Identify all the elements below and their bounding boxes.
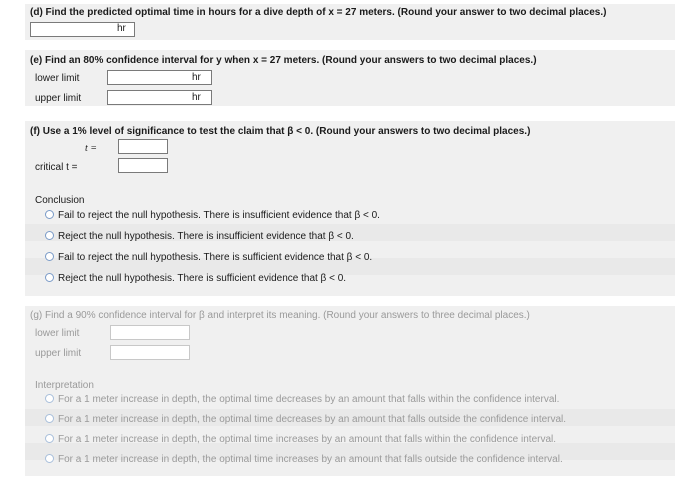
critical-t-label: critical t = [35, 162, 78, 173]
option-text: Reject the null hypothesis. There is sufficient evidence that β < 0. [58, 273, 347, 284]
radio-button-icon[interactable] [45, 434, 54, 443]
upper-limit-label: upper limit [35, 348, 82, 359]
conclusion-option-1[interactable] [45, 210, 380, 221]
t-statistic-input[interactable] [118, 139, 168, 154]
critical-t-input[interactable] [118, 158, 168, 173]
t-label [85, 143, 97, 154]
part-d-section [25, 4, 675, 40]
interpretation-option-1[interactable] [45, 394, 559, 405]
option-text: Reject the null hypothesis. There is insufficient evidence that β < 0. [58, 231, 354, 242]
radio-button-icon[interactable] [45, 394, 54, 403]
interpretation-option-4[interactable] [45, 454, 563, 465]
interpretation-option-2[interactable] [45, 414, 566, 425]
lower-limit-label: lower limit [35, 328, 80, 339]
radio-button-icon[interactable] [45, 273, 54, 282]
option-text: For a 1 meter increase in depth, the optimal time decreases by an amount that falls outside the confidence interval. [58, 414, 567, 425]
part-g-section [25, 306, 675, 476]
conclusion-option-3[interactable] [45, 252, 372, 263]
radio-button-icon[interactable] [45, 252, 54, 261]
part-f-question: (f) Use a 1% level of significance to test the claim that β < 0. (Round your answers to two decimal places.) [30, 126, 531, 137]
lower-limit-label: lower limit [35, 73, 80, 84]
beta-ci-lower-input[interactable] [110, 325, 190, 340]
radio-button-icon[interactable] [45, 231, 54, 240]
option-text: Fail to reject the null hypothesis. There is sufficient evidence that β < 0. [58, 252, 373, 263]
unit-label: hr [192, 92, 201, 103]
part-e-section [25, 50, 675, 106]
part-g-question: (g) Find a 90% confidence interval for β and interpret its meaning. (Round your answers to three decimal places.) [30, 310, 530, 321]
radio-button-icon[interactable] [45, 210, 54, 219]
interpretation-heading: Interpretation [35, 380, 94, 391]
option-text: For a 1 meter increase in depth, the optimal time increases by an amount that falls within the confidence interval. [58, 434, 557, 445]
conclusion-option-4[interactable] [45, 273, 346, 284]
t-label-text: t = [85, 143, 98, 154]
interpretation-option-3[interactable] [45, 434, 556, 445]
upper-limit-label: upper limit [35, 93, 82, 104]
part-e-question: (e) Find an 80% confidence interval for y when x = 27 meters. (Round your answers to two decimal places.) [30, 55, 537, 66]
radio-button-icon[interactable] [45, 414, 54, 423]
conclusion-option-2[interactable] [45, 231, 354, 242]
radio-button-icon[interactable] [45, 454, 54, 463]
beta-ci-upper-input[interactable] [110, 345, 190, 360]
unit-label: hr [192, 72, 201, 83]
option-text: For a 1 meter increase in depth, the optimal time increases by an amount that falls outside the confidence interval. [58, 454, 563, 465]
part-d-question: (d) Find the predicted optimal time in hours for a dive depth of x = 27 meters. (Round your answer to two decimal places.) [30, 7, 607, 18]
option-text: Fail to reject the null hypothesis. There is insufficient evidence that β < 0. [58, 210, 380, 221]
conclusion-heading: Conclusion [35, 195, 85, 206]
option-text: For a 1 meter increase in depth, the optimal time decreases by an amount that falls within the confidence interval. [58, 394, 560, 405]
part-f-section [25, 121, 675, 296]
unit-label: hr [117, 23, 126, 34]
